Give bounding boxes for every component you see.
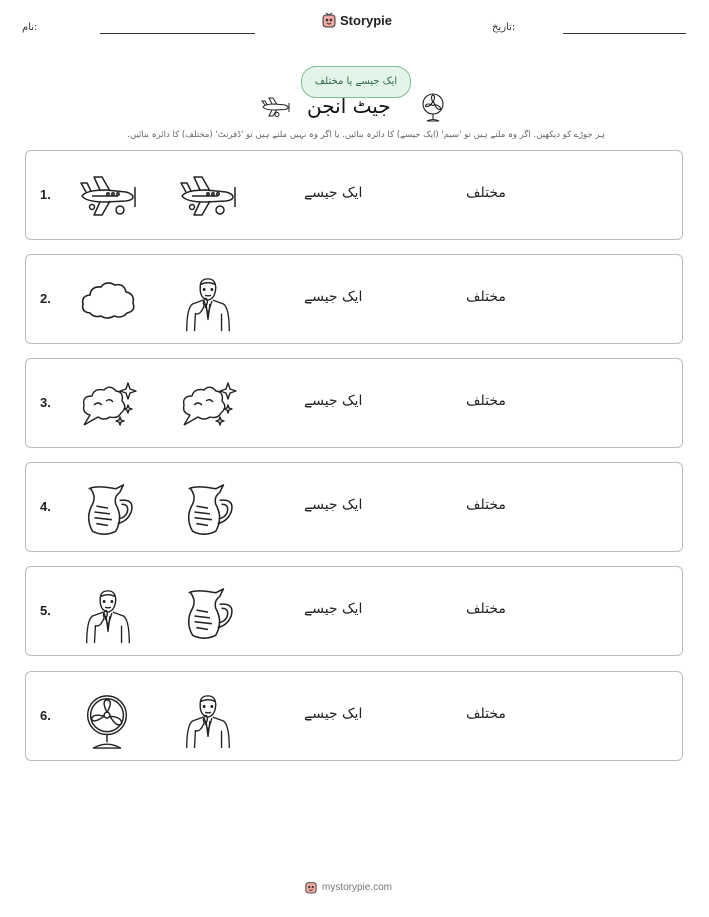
question-row [25,358,683,448]
option-same[interactable]: ایک جیسے [304,289,363,305]
smoke-puff-icon [78,379,138,429]
option-same[interactable]: ایک جیسے [304,185,363,201]
option-different[interactable]: مختلف [466,393,506,409]
smoke-puff-icon [178,379,238,429]
option-same[interactable]: ایک جیسے [304,497,363,513]
page-title: جیٹ انجن [307,94,391,118]
instructions: ہر جوڑے کو دیکھیں. اگر وہ ملتے ہیں تو 'سیم' (ایک جیسے) کا دائرہ بنائیں. یا اگر وہ نہیں ملتے ہیں تو 'ڈفرنٹ' (مختلف) کا دائرہ بنائیں. [127,130,605,140]
brand-logo [322,12,392,28]
worksheet-tag: ایک جیسے یا مختلف [301,66,411,98]
storypie-mascot-icon [305,880,317,894]
option-different[interactable]: مختلف [466,601,506,617]
question-number: 6. [40,708,51,723]
fan-icon [78,692,138,742]
name-label: نام: [22,22,38,33]
date-line[interactable] [563,33,686,34]
title-row [0,92,709,126]
option-same[interactable]: ایک جیسے [304,393,363,409]
footer [305,880,392,894]
question-number: 4. [40,499,51,514]
footer-site: mystorypie.com [322,881,393,893]
airplane-icon [260,96,290,118]
option-different[interactable]: مختلف [466,497,506,513]
fan-icon [420,92,446,122]
pitcher-icon [178,587,238,637]
thinking-man-icon [78,587,138,637]
question-number: 3. [40,395,51,410]
question-number: 1. [40,187,51,202]
pitcher-icon [78,483,138,533]
option-different[interactable]: مختلف [466,706,506,722]
thinking-man-icon [178,692,238,742]
question-row [25,254,683,344]
storypie-mascot-icon [322,12,336,28]
airplane-icon [78,171,138,221]
question-row [25,566,683,656]
question-number: 5. [40,603,51,618]
option-same[interactable]: ایک جیسے [304,706,363,722]
question-row [25,462,683,552]
question-row [25,150,683,240]
brand-name: Storypie [340,12,393,28]
cloud-icon [78,275,138,325]
date-label: تاریخ: [492,22,516,33]
option-different[interactable]: مختلف [466,289,506,305]
option-same[interactable]: ایک جیسے [304,601,363,617]
question-number: 2. [40,291,51,306]
name-line[interactable] [100,33,255,34]
option-different[interactable]: مختلف [466,185,506,201]
thinking-man-icon [178,275,238,325]
question-row [25,671,683,761]
pitcher-icon [178,483,238,533]
airplane-icon [178,171,238,221]
